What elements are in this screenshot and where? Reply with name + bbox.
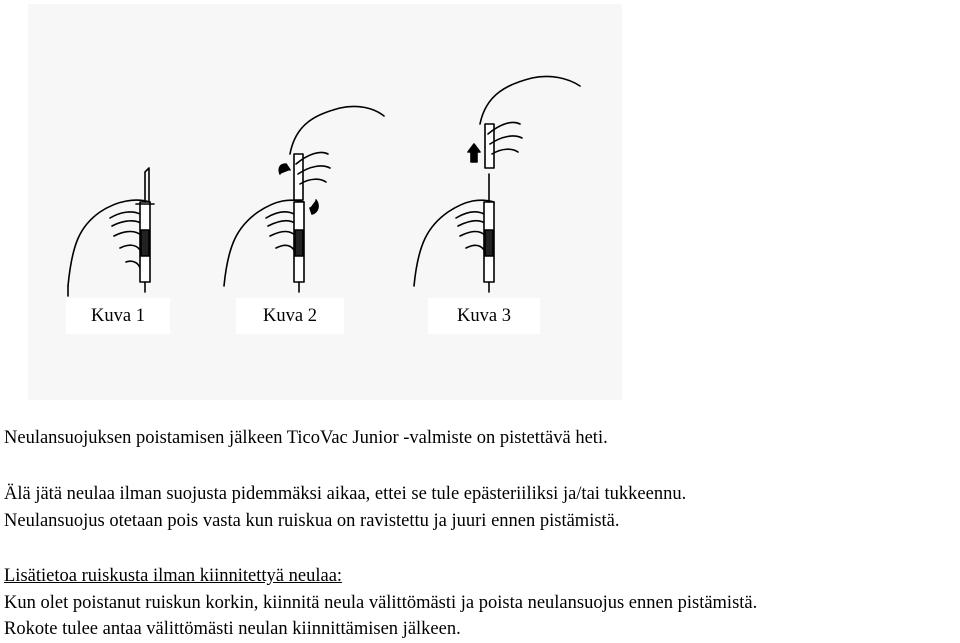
syringe-drawing [28, 4, 622, 400]
caption-kuva-2: Kuva 2 [236, 298, 344, 334]
heading-more-info: Lisätietoa ruiskusta ilman kiinnitettyä neulaa: [4, 566, 343, 586]
syringe-illustration [28, 4, 622, 400]
paragraph-attach-needle: Kun olet poistanut ruiskun korkin, kiinnitä neula välittömästi ja poista neulansuojus ennen pistämistä. [4, 593, 758, 613]
paragraph-remove-shield-timing: Neulansuojus otetaan pois vasta kun ruiskua on ravistettu ja juuri ennen pistämistä. [4, 511, 620, 531]
panel-2-drawing [224, 106, 384, 292]
panel-3-drawing [414, 76, 580, 292]
paragraph-inject-immediately: Neulansuojuksen poistamisen jälkeen TicoVac Junior -valmiste on pistettävä heti. [4, 428, 608, 448]
caption-kuva-1: Kuva 1 [66, 298, 170, 334]
panel-1-drawing [68, 168, 154, 296]
caption-kuva-3: Kuva 3 [428, 298, 540, 334]
paragraph-do-not-leave-uncovered: Älä jätä neulaa ilman suojusta pidemmäksi aikaa, ettei se tule epästeriiliksi ja/tai tukkeennu. [4, 484, 687, 504]
paragraph-administer-immediately: Rokote tulee antaa välittömästi neulan kiinnittämisen jälkeen. [4, 619, 461, 639]
